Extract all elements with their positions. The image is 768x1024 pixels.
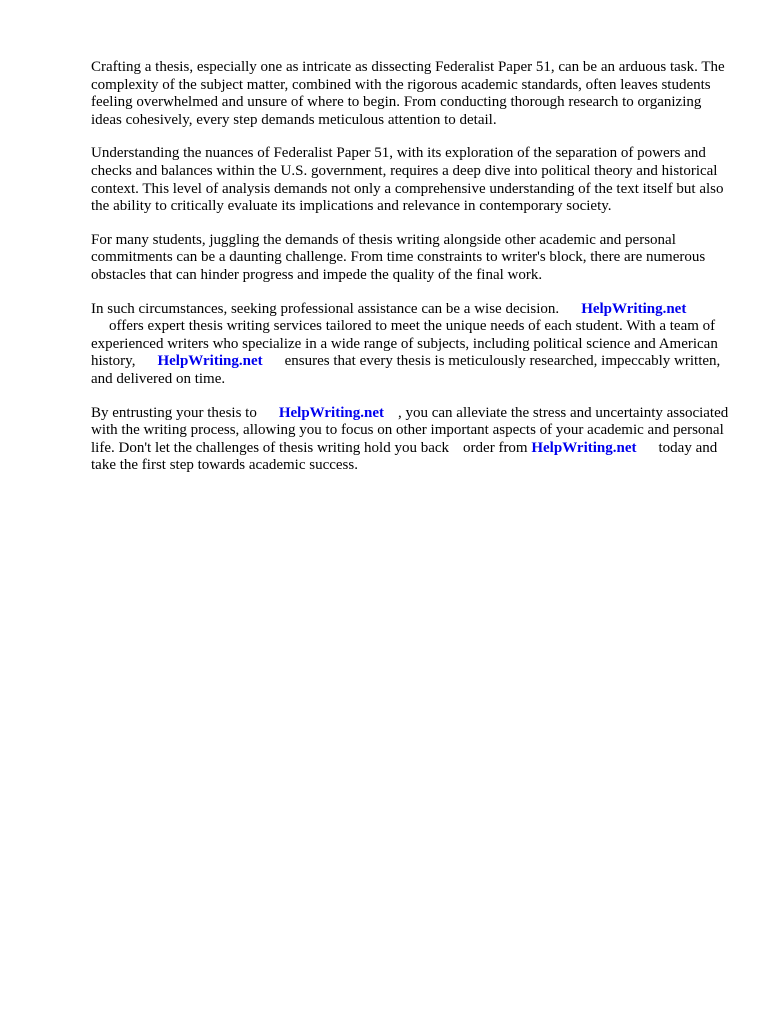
paragraph-entrusting-text-a: By entrusting your thesis to: [91, 404, 257, 421]
paragraph-challenges: For many students, juggling the demands of thesis writing alongside other academic and personal commitments can be a daunting challenge. From time constraints to writer's block, there are numerous obstacles that can hinder progress and impede the quality of the final work.: [91, 231, 706, 283]
paragraph-assistance-text-a: In such circumstances, seeking professional assistance can be a wise decision.: [91, 300, 560, 317]
paragraph-assistance-text-c: ensures that every thesis is meticulously researched, impeccably written, and delivered on time.: [91, 353, 721, 387]
helpwriting-link-3[interactable]: HelpWriting.net: [278, 404, 384, 421]
paragraph-entrusting-text-b: , you can alleviate the stress and uncertainty associated with the writing process, allowing you to focus on other important aspects of your academic and personal life. Don't let the challenges of thesis writing hold you back: [91, 404, 729, 456]
paragraph-entrusting: [91, 405, 731, 475]
paragraph-understanding: Understanding the nuances of Federalist Paper 51, with its exploration of the separation of powers and checks and balances within the U.S. government, requires a deep dive into political theory and historical context. This level of analysis demands not only a comprehensive understanding of the text itself but also the ability to critically evaluate its implications and relevance in contemporary society.: [91, 145, 724, 215]
helpwriting-link-1[interactable]: HelpWriting.net: [581, 300, 687, 317]
helpwriting-link-4[interactable]: HelpWriting.net: [531, 439, 637, 456]
paragraph-entrusting-text-d: today and take the first step towards academic success.: [91, 439, 718, 474]
paragraph-intro: Crafting a thesis, especially one as intricate as dissecting Federalist Paper 51, can be an arduous task. The complexity of the subject matter, combined with the rigorous academic standards, often leaves students feeling overwhelmed and unsure of where to begin. From conducting thorough research to organizing ideas cohesively, every step demands meticulous attention to detail.: [91, 59, 725, 128]
helpwriting-link-2[interactable]: HelpWriting.net: [157, 353, 263, 370]
paragraph-assistance: [91, 301, 731, 389]
paragraph-entrusting-text-c: order from: [463, 439, 528, 456]
paragraph-assistance-text-b: offers expert thesis writing services tailored to meet the unique needs of each student. With a team of experienced writers who specialize in a wide range of subjects, including political science and American history,: [91, 318, 718, 370]
document-body: [91, 59, 731, 491]
